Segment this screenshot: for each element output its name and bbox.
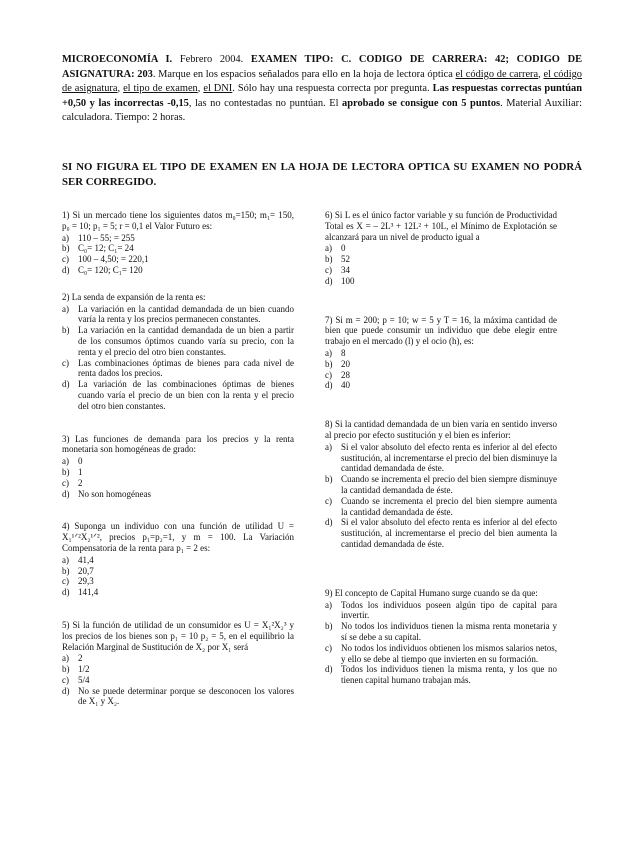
option-label: b) [62, 243, 70, 254]
answer-option [325, 664, 557, 686]
answer-option [325, 517, 557, 549]
option-label: c) [325, 369, 332, 380]
question-stem: 5) Si la función de utilidad de un consumidor es U = X₁²X₂³ y los precios de los bienes son p₁ = 10 p₂ = 5, en el equilibrio la Relación Marginal de Sustitución de X₂ por X₁ será [62, 619, 294, 652]
option-text: No todos los individuos tienen la misma renta monetaria y sí se debe a su capital. [341, 621, 557, 642]
answer-option [62, 358, 294, 380]
answer-option [62, 478, 294, 489]
left-column [62, 210, 294, 707]
option-label: d) [62, 685, 70, 696]
answer-option [325, 474, 557, 496]
option-text: 41,4 [78, 554, 94, 565]
option-text: Cuando se incrementa el precio del bien siempre aumenta la cantidad demandada de éste. [341, 495, 557, 517]
header-sep: , [538, 68, 544, 80]
option-label: a) [62, 653, 69, 664]
answer-option [325, 276, 557, 287]
option-label: c) [325, 264, 332, 275]
answer-option [62, 243, 294, 254]
option-label: a) [325, 347, 332, 358]
option-text: C₀= 12; C₁= 24 [78, 243, 134, 254]
option-label: d) [325, 517, 333, 528]
option-text: 0 [78, 456, 83, 467]
option-label: a) [62, 554, 69, 565]
exam-header [62, 53, 582, 126]
option-label: c) [62, 477, 69, 488]
option-label: a) [325, 441, 332, 452]
answer-option [62, 254, 294, 265]
question-stem: 7) Si m = 200; p = 10; w = 5 y T = 16, la máxima cantidad de bien que puede consumir un individuo que debe elegir entre trabajo en el mercado (l) y el ocio (h), es: [325, 314, 557, 347]
header-unanswered: , las no contestadas no puntúan. El [188, 97, 343, 109]
question [62, 620, 294, 707]
question [62, 292, 294, 412]
option-text: Cuando se incrementa el precio del bien siempre disminuye la cantidad demandada de éste. [341, 474, 557, 495]
answer-option [325, 243, 557, 254]
header-sep: , [117, 83, 124, 95]
option-text: 0 [341, 243, 346, 254]
option-text: 1/2 [78, 664, 90, 675]
option-text: No se puede determinar porque se desconocen los valores de X₁ y X₂. [78, 685, 294, 707]
option-text: No son homogéneas [78, 488, 151, 499]
header-course: MICROECONOMÍA I. [62, 54, 180, 65]
option-label: d) [325, 380, 333, 391]
option-label: d) [62, 488, 70, 499]
answer-option [62, 664, 294, 675]
option-text: Si el valor absoluto del efecto renta es inferior al del efecto sustitución, al incrementarse el precio del bien disminuye la cantidad demandada de éste. [341, 441, 557, 474]
answer-option [62, 566, 294, 577]
question-stem: 6) Si L es el único factor variable y su función de Productividad Total es X = – 2L³ + 12L² + 10L, el Mínimo de Explotación se alcanzará para un nivel de producto igual a [325, 210, 557, 242]
question [325, 315, 557, 392]
question-stem: 1) Si un mercado tiene los siguientes datos m₀=150; m₁= 150, p₀ = 10; p₁ = 5; r = 0,1 el Valor Futuro es: [62, 210, 294, 231]
option-text: 100 – 4,50; = 220,1 [78, 254, 149, 265]
header-u-asignatura: el código de asignatura [62, 68, 582, 95]
option-label: a) [62, 232, 69, 243]
option-text: La variación en la cantidad demandada de un bien cuando varía la renta y los precios permanecen constantes. [78, 303, 294, 325]
option-text: La variación en la cantidad demandada de un bien a partir de los consumos óptimos cuando varía su precio, con la renta y el precio del otro bien constantes. [78, 325, 294, 357]
answer-option [62, 467, 294, 478]
option-label: c) [62, 576, 69, 587]
exam-warning: SI NO FIGURA EL TIPO DE EXAMEN EN LA HOJA DE LECTORA OPTICA SU EXAMEN NO PODRÁ SER CORREGIDO. [62, 161, 582, 188]
option-label: a) [62, 303, 69, 314]
option-label: a) [62, 456, 69, 467]
answer-option [62, 456, 294, 467]
option-label: c) [62, 674, 69, 685]
question [62, 210, 294, 276]
option-label: b) [62, 664, 70, 675]
answer-option [62, 265, 294, 276]
question [62, 434, 294, 500]
option-text: 40 [341, 380, 350, 391]
option-label: b) [62, 325, 70, 336]
header-one-answer: . Sólo hay una respuesta correcta por pregunta. [232, 83, 433, 95]
option-text: 2 [78, 653, 83, 664]
answer-option [62, 379, 294, 411]
answer-option [62, 325, 294, 357]
option-text: Las combinaciones óptimas de bienes para cada nivel de renta dados los precios. [78, 357, 294, 379]
answer-option [325, 265, 557, 276]
option-text: Si el valor absoluto del efecto renta es inferior al del efecto sustitución, al incrementarse el precio del bien aumenta la cantidad demandada de éste. [341, 517, 557, 549]
option-text: 141,4 [78, 587, 99, 598]
header-date: Febrero 2004. [179, 54, 251, 65]
question-stem: 4) Suponga un individuo con una función de utilidad U = X₁¹ᐟ²X₂¹ᐟ², precios p₁=p₂=1, y m = 100. La Variación Compensatoria de la renta para p₁ = 2 es: [62, 521, 294, 553]
option-text: 110 – 55; = 255 [78, 232, 135, 243]
option-text: 8 [341, 347, 346, 358]
option-text: Todos los individuos poseen algún tipo de capital para invertir. [341, 599, 557, 621]
option-label: d) [325, 664, 333, 675]
option-text: No todos los individuos obtienen los mismos salarios netos, y ello se debe al tiempo que invierten en su formación. [341, 642, 557, 664]
answer-option [325, 380, 557, 391]
option-label: a) [325, 243, 332, 254]
question-stem: 2) La senda de expansión de la renta es: [62, 291, 206, 302]
option-text: 5/4 [78, 674, 90, 685]
answer-option [62, 576, 294, 587]
option-text: C₀= 120; C₁= 120 [78, 264, 143, 275]
answer-option [62, 233, 294, 244]
option-label: b) [325, 358, 333, 369]
option-text: 20,7 [78, 565, 94, 576]
option-label: a) [325, 599, 332, 610]
answer-option [62, 489, 294, 500]
option-text: 1 [78, 466, 83, 477]
option-text: 52 [341, 254, 350, 265]
question [325, 210, 557, 287]
option-text: La variación de las combinaciones óptimas de bienes cuando varía el precio de un bien con la renta y el precio del otro bien constantes. [78, 379, 294, 411]
option-label: d) [62, 379, 70, 390]
option-label: b) [325, 474, 333, 485]
option-label: b) [62, 466, 70, 477]
option-text: 100 [341, 275, 355, 286]
question [62, 521, 294, 598]
option-label: b) [325, 621, 333, 632]
option-text: Todos los individuos tienen la misma renta, y los que no tienen capital humano trabajan más. [341, 664, 557, 686]
header-instructions: . Marque en los espacios señalados para ello en la hoja de lectora óptica [152, 68, 456, 80]
option-label: c) [62, 357, 69, 368]
header-material: . Material Auxiliar: calculadora. Tiempo: 2 horas. [62, 97, 582, 124]
answer-option [325, 496, 557, 518]
option-label: c) [325, 495, 332, 506]
answer-option [325, 621, 557, 643]
option-text: 29,3 [78, 576, 94, 587]
answer-option [325, 370, 557, 381]
header-pass: aprobado se consigue con 5 puntos [342, 97, 501, 109]
header-u-carrera: el código de carrera [455, 68, 539, 80]
header-u-tipo: el tipo de examen [123, 83, 198, 95]
option-text: 2 [78, 477, 83, 488]
answer-option [325, 442, 557, 474]
question [325, 588, 557, 686]
answer-option [325, 643, 557, 665]
option-text: 20 [341, 358, 350, 369]
header-scoring: Las respuestas correctas puntúan +0,50 y las incorrectas -0,15 [62, 83, 582, 109]
answer-option [325, 359, 557, 370]
question-stem: 8) Si la cantidad demandada de un bien varía en sentido inverso al precio por efecto sustitución y el bien es inferior: [325, 419, 557, 440]
answer-option [325, 600, 557, 622]
header-codes: EXAMEN TIPO: C. CODIGO DE CARRERA: 42; CODIGO DE ASIGNATURA: 203 [62, 54, 583, 80]
answer-option [62, 555, 294, 566]
answer-option [62, 686, 294, 708]
option-label: b) [62, 565, 70, 576]
option-label: b) [325, 254, 333, 265]
header-u-dni: el DNI [203, 83, 233, 95]
option-label: c) [325, 642, 332, 653]
header-sep: , [197, 83, 204, 95]
answer-option [325, 348, 557, 359]
answer-option [62, 653, 294, 664]
answer-option [62, 675, 294, 686]
option-label: d) [62, 587, 70, 598]
option-label: c) [62, 254, 69, 265]
answer-option [325, 254, 557, 265]
right-column [325, 210, 557, 686]
option-text: 34 [341, 264, 350, 275]
answer-option [62, 304, 294, 326]
option-label: d) [62, 264, 70, 275]
answer-option [62, 587, 294, 598]
question-stem: 9) El concepto de Capital Humano surge cuando se da que: [325, 587, 538, 598]
question [325, 419, 557, 550]
option-text: 28 [341, 369, 350, 380]
question-stem: 3) Las funciones de demanda para los precios y la renta monetaria son homogéneas de grado: [62, 433, 294, 455]
option-label: d) [325, 275, 333, 286]
